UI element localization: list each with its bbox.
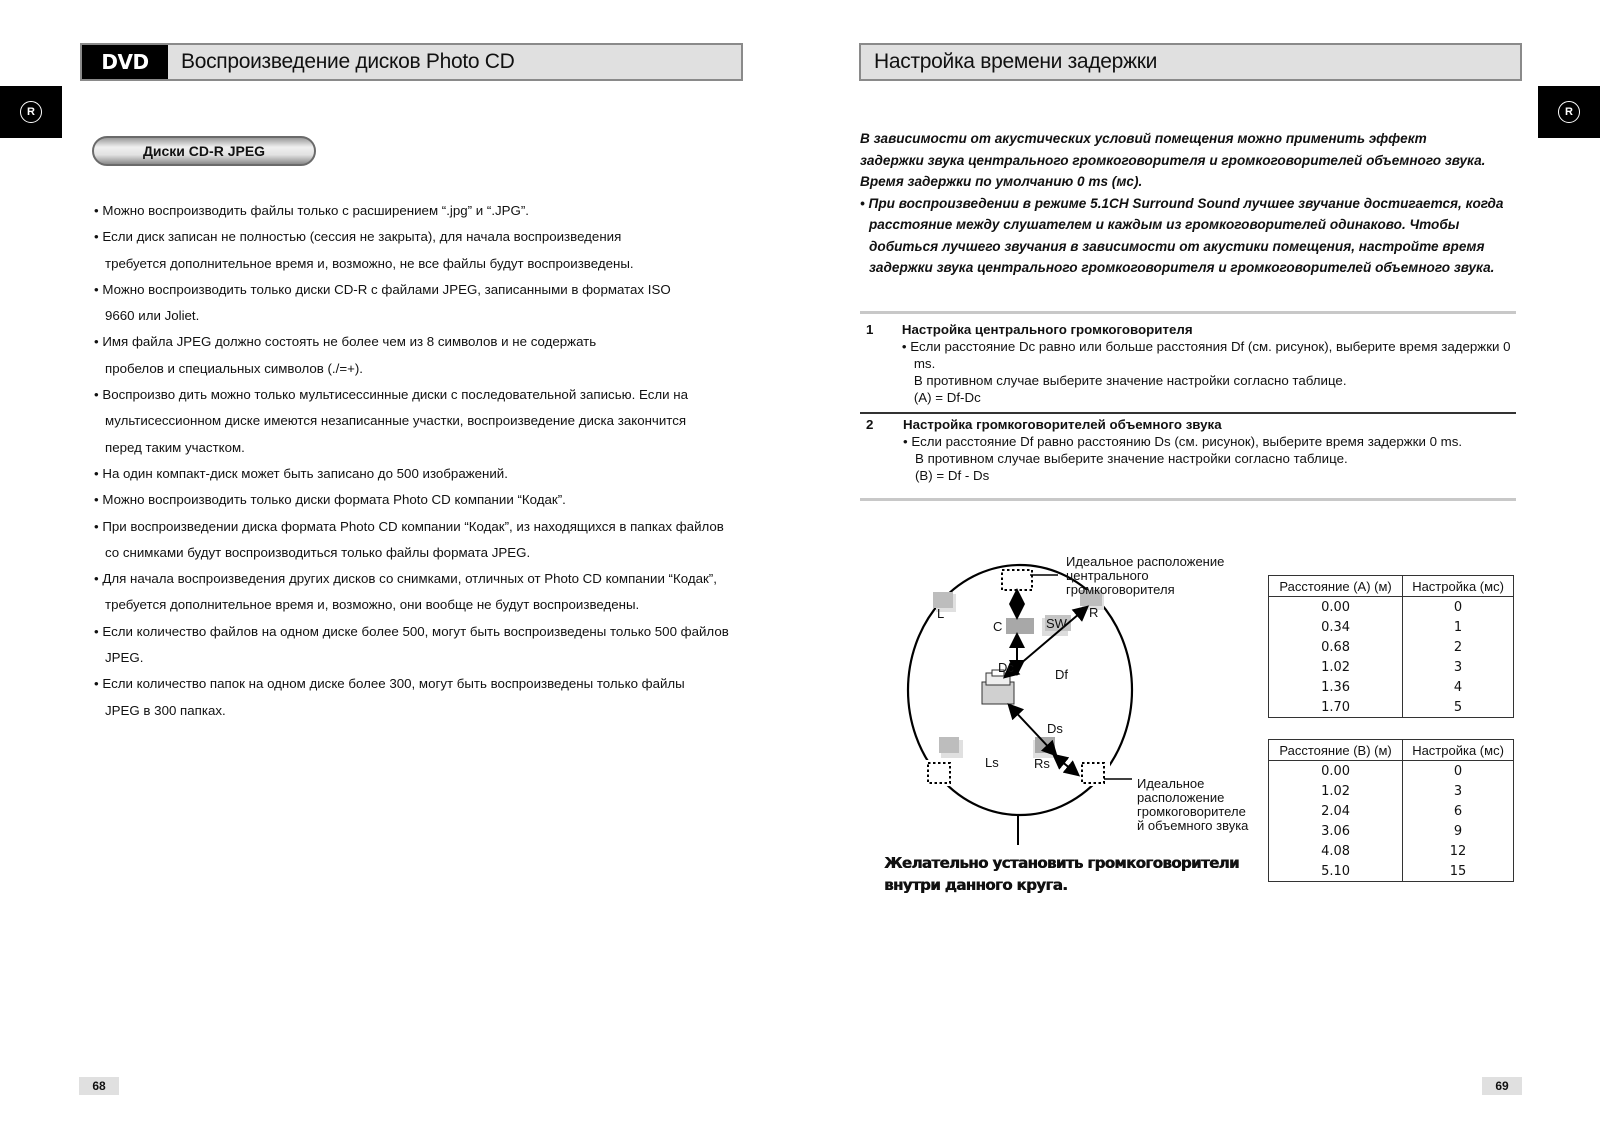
- speaker-label-r: R: [1089, 605, 1099, 620]
- list-item: • Можно воспроизводить только диски CD-R с файлами JPEG, записанными в форматах ISO 9660 или Joliet.: [94, 277, 695, 330]
- step-line: В противном случае выберите значение настройки согласно таблице.: [915, 451, 1348, 466]
- callout-ideal-center: Идеальное расположение центрального громкоговорителя: [1066, 554, 1225, 597]
- step-bullet: • Если расстояние Dc равно или больше расстояния Df (см. рисунок), выберите время задержки 0 ms.: [901, 339, 1511, 371]
- table-header: Настройка (мс): [1403, 740, 1514, 761]
- region-tab-right: [1538, 86, 1600, 138]
- divider-mid: [860, 412, 1516, 414]
- speaker-label-l: L: [937, 606, 945, 621]
- speaker-label-ls: Ls: [985, 755, 999, 770]
- table-header: Настройка (мс): [1403, 576, 1514, 597]
- page-title: Настройка времени задержки: [874, 50, 1158, 73]
- list-item: • Можно воспроизводить файлы только с расширением “.jpg” и “.JPG”.: [94, 198, 754, 224]
- table-row: 1.02 3: [1269, 781, 1514, 801]
- list-item: • Можно воспроизводить только диски формата Photo CD компании “Кодак”.: [94, 487, 754, 513]
- step-formula: (B) = Df - Ds: [915, 468, 990, 483]
- section-pill: Диски CD-R JPEG: [92, 136, 316, 166]
- table-row: 5.10 15: [1269, 861, 1514, 882]
- step-formula: (A) = Df-Dc: [913, 390, 981, 405]
- page-number-left: 68: [79, 1077, 119, 1095]
- table-row: 2.04 6: [1269, 801, 1514, 821]
- delay-table-b: [1268, 739, 1514, 882]
- list-item: • Воспроизво дить можно только мультисессинные диски с последовательной записью. Если на мультисессионном диске имеются незаписанные участки, воспроизведение диска закончится перед таким участком.: [94, 382, 715, 461]
- callout-ideal-surround: Идеальное расположение громкоговорителе й объемного звука: [1137, 776, 1249, 833]
- list-item: • Если диск записан не полностью (сессия не закрыта), для начала воспроизведения требуется дополнительное время и, возможно, не все файлы будут воспроизведены.: [94, 224, 665, 277]
- region-tab-left: [0, 86, 62, 138]
- table-row: 3.06 9: [1269, 821, 1514, 841]
- speaker-label-c: C: [993, 619, 1003, 634]
- list-item: • Если количество папок на одном диске более 300, могут быть воспроизведены только файлы JPEG в 300 папках.: [94, 671, 705, 724]
- divider-top: [860, 311, 1516, 314]
- step-number: 2: [866, 417, 874, 432]
- table-row: 0.68 2: [1269, 637, 1514, 657]
- table-row: 0.34 1: [1269, 617, 1514, 637]
- intro-text: [860, 128, 1510, 279]
- list-item: • Имя файла JPEG должно состоять не более чем из 8 символов и не содержать пробелов и специальных символов (./=+).: [94, 329, 655, 382]
- table-row: 1.36 4: [1269, 677, 1514, 697]
- region-r-icon: R: [1558, 101, 1580, 123]
- table-row: 4.08 12: [1269, 841, 1514, 861]
- table-header: Расстояние (A) (м): [1269, 576, 1403, 597]
- region-r-icon: R: [20, 101, 42, 123]
- speaker-label-rs: Rs: [1034, 756, 1050, 771]
- distance-label-ds: Ds: [1047, 721, 1063, 736]
- page-number-right: 69: [1482, 1077, 1522, 1095]
- left-page-header: [80, 43, 743, 81]
- table-row: 1.70 5: [1269, 697, 1514, 718]
- intro-paragraph: В зависимости от акустических условий помещения можно применить эффект задержки звука центрального громкоговорителя и громкоговорителей объемного звука. Время задержки по умолчанию 0 ms (мс).: [860, 131, 1486, 189]
- page-title: Воспроизведение дисков Photo CD: [181, 50, 515, 73]
- speaker-label-sw: SW: [1046, 616, 1067, 631]
- step-2: [866, 416, 1516, 484]
- listener-seat-icon: [982, 670, 1014, 704]
- list-item: • При воспроизведении диска формата Photo CD компании “Кодак”, из находящихся в папках файлов со снимками будут воспроизводиться только файлы формата JPEG.: [94, 514, 735, 567]
- table-header: Расстояние (B) (м): [1269, 740, 1403, 761]
- step-title: Настройка громкоговорителей объемного звука: [903, 417, 1222, 432]
- intro-bullet: • При воспроизведении в режиме 5.1CH Surround Sound лучшее звучание достигается, когда расстояние между слушателем и каждым из громкоговорителей одинаково. Чтобы добиться лучшего звучания в зависимости от акустики помещения, настройте время задержки звука центрального громкоговорителя и громкоговорителей объемного звука.: [860, 195, 1504, 275]
- dvd-badge: DVD: [82, 45, 168, 79]
- table-row: 1.02 3: [1269, 657, 1514, 677]
- list-item: • Для начала воспроизведения других дисков со снимками, отличных от Photo CD компании “Кодак”, требуется дополнительное время и, возможно, они вообще не будут воспроизведены.: [94, 566, 745, 619]
- divider-bottom: [860, 498, 1516, 501]
- list-item: • Если количество файлов на одном диске более 500, могут быть воспроизведены только 500 файлов JPEG.: [94, 619, 735, 672]
- jpeg-notes-list: [94, 198, 754, 724]
- list-item: • На один компакт-диск может быть записано до 500 изображений.: [94, 461, 754, 487]
- distance-label-dc: Dc: [998, 660, 1014, 675]
- table-row: 0.00 0: [1269, 597, 1514, 618]
- step-title: Настройка центрального громкоговорителя: [901, 322, 1193, 337]
- step-line: В противном случае выберите значение настройки согласно таблице.: [913, 373, 1347, 388]
- delay-table-a: [1268, 575, 1514, 718]
- step-number: 1: [866, 322, 874, 337]
- distance-label-df: Df: [1055, 667, 1068, 682]
- step-bullet: • Если расстояние Df равно расстоянию Ds (см. рисунок), выберите время задержки 0 ms.: [903, 434, 1463, 449]
- table-row: 0.00 0: [1269, 761, 1514, 782]
- step-1: [866, 321, 1516, 406]
- circle-placement-note: Желательно установить громкоговорители внутри данного круга.: [884, 854, 1239, 894]
- right-page-header: [859, 43, 1522, 81]
